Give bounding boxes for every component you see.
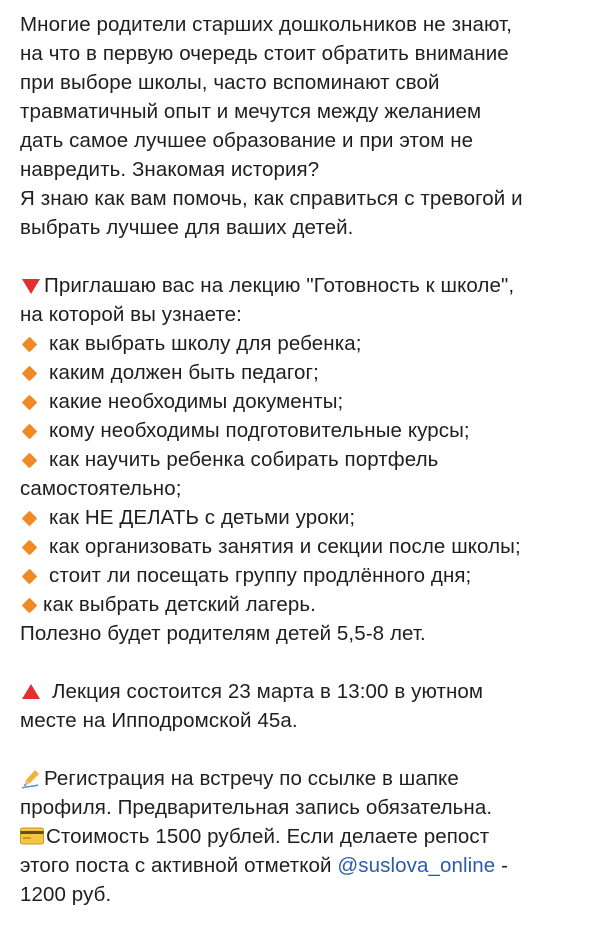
topic-text: стоит ли посещать группу продлённого дня;	[49, 564, 472, 587]
topic-text: как организовать занятия и секции после школы;	[49, 535, 521, 558]
registration-line: профиля. Предварительная запись обязательна.	[20, 796, 493, 819]
paragraph-gap	[20, 648, 588, 677]
topic-text: как выбрать детский лагерь.	[43, 593, 316, 616]
red-triangle-up-icon	[22, 684, 40, 699]
orange-diamond-icon	[22, 423, 38, 439]
intro-line: дать самое лучшее образование и при этом не	[20, 129, 474, 152]
intro-line: выбрать лучшее для ваших детей.	[20, 216, 354, 239]
orange-diamond-icon	[22, 510, 38, 526]
audience-line: Полезно будет родителям детей 5,5-8 лет.	[20, 622, 426, 645]
writing-hand-icon	[20, 767, 42, 789]
topic-item	[20, 503, 588, 532]
price-text: этого поста с активной отметкой	[20, 854, 338, 877]
price-line: 1200 руб.	[20, 883, 112, 906]
registration-text: Регистрация на встречу по ссылке в шапке	[44, 767, 459, 790]
intro-line: травматичный опыт и мечутся между желанием	[20, 100, 482, 123]
price-line	[20, 822, 588, 851]
invite-line: на которой вы узнаете:	[20, 303, 242, 326]
paragraph-gap	[20, 242, 588, 271]
paragraph-gap	[20, 735, 588, 764]
intro-line: Я знаю как вам помочь, как справиться с тревогой и	[20, 187, 523, 210]
orange-diamond-icon	[22, 568, 38, 584]
topic-item	[20, 590, 588, 619]
topic-text: кому необходимы подготовительные курсы;	[49, 419, 470, 442]
topic-text: как научить ребенка собирать портфель	[49, 448, 439, 471]
orange-diamond-icon	[22, 452, 38, 468]
topic-item	[20, 416, 588, 445]
topic-text: как выбрать школу для ребенка;	[49, 332, 362, 355]
topic-continuation: самостоятельно;	[20, 477, 182, 500]
post-caption	[20, 10, 588, 909]
intro-line: на что в первую очередь стоит обратить внимание	[20, 42, 509, 65]
topic-item	[20, 329, 588, 358]
intro-line: Многие родители старших дошкольников не знают,	[20, 13, 513, 36]
orange-diamond-icon	[22, 336, 38, 352]
event-line: месте на Ипподромской 45а.	[20, 709, 298, 732]
price-text: -	[495, 854, 509, 877]
mention-link[interactable]: @suslova_online	[337, 854, 496, 877]
topic-text: каким должен быть педагог;	[49, 361, 319, 384]
topic-item	[20, 445, 588, 474]
intro-line: навредить. Знакомая история?	[20, 158, 320, 181]
red-triangle-down-icon	[22, 279, 40, 294]
topic-item	[20, 358, 588, 387]
orange-diamond-icon	[22, 394, 38, 410]
topic-item	[20, 387, 588, 416]
event-line	[20, 677, 588, 706]
topic-item	[20, 561, 588, 590]
orange-diamond-icon	[22, 597, 38, 613]
topic-text: как НЕ ДЕЛАТЬ с детьми уроки;	[49, 506, 356, 529]
orange-diamond-icon	[22, 365, 38, 381]
event-text: Лекция состоится 23 марта в 13:00 в уютном	[52, 680, 484, 703]
topic-item	[20, 532, 588, 561]
intro-line: при выборе школы, часто вспоминают свой	[20, 71, 440, 94]
orange-diamond-icon	[22, 539, 38, 555]
price-line	[20, 851, 588, 880]
topic-text: какие необходимы документы;	[49, 390, 344, 413]
invite-line	[20, 271, 588, 300]
registration-line	[20, 764, 588, 793]
invite-text: Приглашаю вас на лекцию "Готовность к школе",	[44, 274, 515, 297]
price-text: Стоимость 1500 рублей. Если делаете репост	[46, 825, 490, 848]
credit-card-icon	[20, 827, 44, 845]
